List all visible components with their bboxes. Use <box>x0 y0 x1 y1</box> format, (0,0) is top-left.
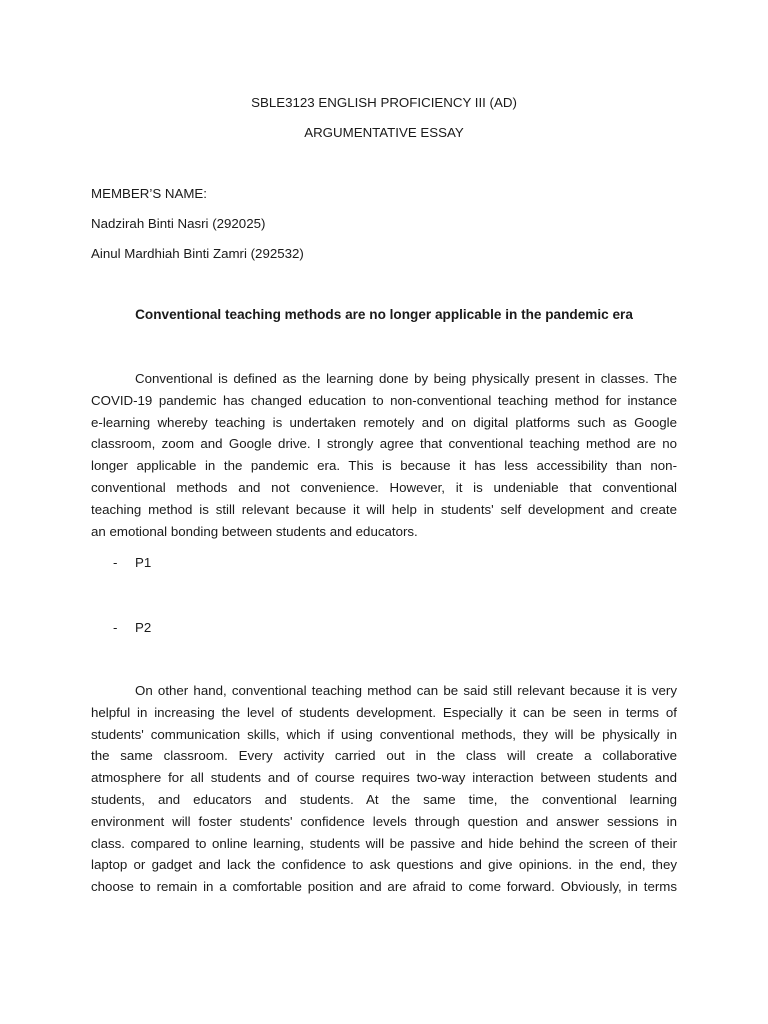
paragraph-line: atmosphere for all students and of course requires two-way interaction between students and <box>91 770 677 786</box>
bullet-label: P1 <box>135 555 152 570</box>
bullet-dash: - <box>113 620 118 635</box>
bullet-dash: - <box>113 555 118 570</box>
intro-paragraph <box>91 368 677 542</box>
document-type-heading: ARGUMENTATIVE ESSAY <box>304 125 464 140</box>
paragraph-line: environment will foster students' confidence levels through question and answer sessions in <box>91 813 677 829</box>
paragraph-line: the same classroom. Every activity carried out in the class will create a collaborative <box>91 748 677 764</box>
paragraph-line: class. compared to online learning, students will be passive and hide behind the screen of their <box>91 835 677 851</box>
body-paragraph <box>91 680 677 898</box>
bullet-item <box>113 617 151 639</box>
paragraph-line: an emotional bonding between students and educators. <box>91 523 418 539</box>
paragraph-line: On other hand, conventional teaching method can be said still relevant because it is very <box>135 683 677 698</box>
essay-title: Conventional teaching methods are no longer applicable in the pandemic era <box>135 307 633 322</box>
paragraph-line: COVID-19 pandemic has changed education to non-conventional teaching method for instance <box>91 392 677 408</box>
course-heading: SBLE3123 ENGLISH PROFICIENCY III (AD) <box>251 95 517 110</box>
paragraph-line: choose to remain in a comfortable position and are afraid to come forward. Obviously, in terms <box>91 879 677 895</box>
paragraph-line: e-learning whereby teaching is undertaken remotely and on digital platforms such as Google <box>91 414 677 430</box>
paragraph-line: conventional methods and not convenience. However, it is undeniable that conventional <box>91 479 677 495</box>
paragraph-line: Conventional is defined as the learning done by being physically present in classes. The <box>135 371 677 386</box>
paragraph-line: classroom, zoom and Google drive. I strongly agree that conventional teaching method are no <box>91 436 677 452</box>
member-name: Nadzirah Binti Nasri (292025) <box>91 216 266 231</box>
bullet-label: P2 <box>135 620 152 635</box>
member-name: Ainul Mardhiah Binti Zamri (292532) <box>91 246 304 261</box>
paragraph-line: teaching method is still relevant because it will help in students' self development and create <box>91 501 677 517</box>
members-label: MEMBER’S NAME: <box>91 186 207 201</box>
paragraph-line: students, and educators and students. At the same time, the conventional learning <box>91 791 677 807</box>
paragraph-line: helpful in increasing the level of students development. Especially it can be seen in terms of <box>91 704 677 720</box>
paragraph-line: longer applicable in the pandemic era. This is because it has less accessibility than non- <box>91 458 677 474</box>
bullet-item <box>113 552 151 574</box>
paragraph-line: laptop or gadget and lack the confidence to ask questions and give opinions. in the end, they <box>91 857 677 873</box>
paragraph-line: students' communication skills, which if using conventional methods, they will be physically in <box>91 726 677 742</box>
